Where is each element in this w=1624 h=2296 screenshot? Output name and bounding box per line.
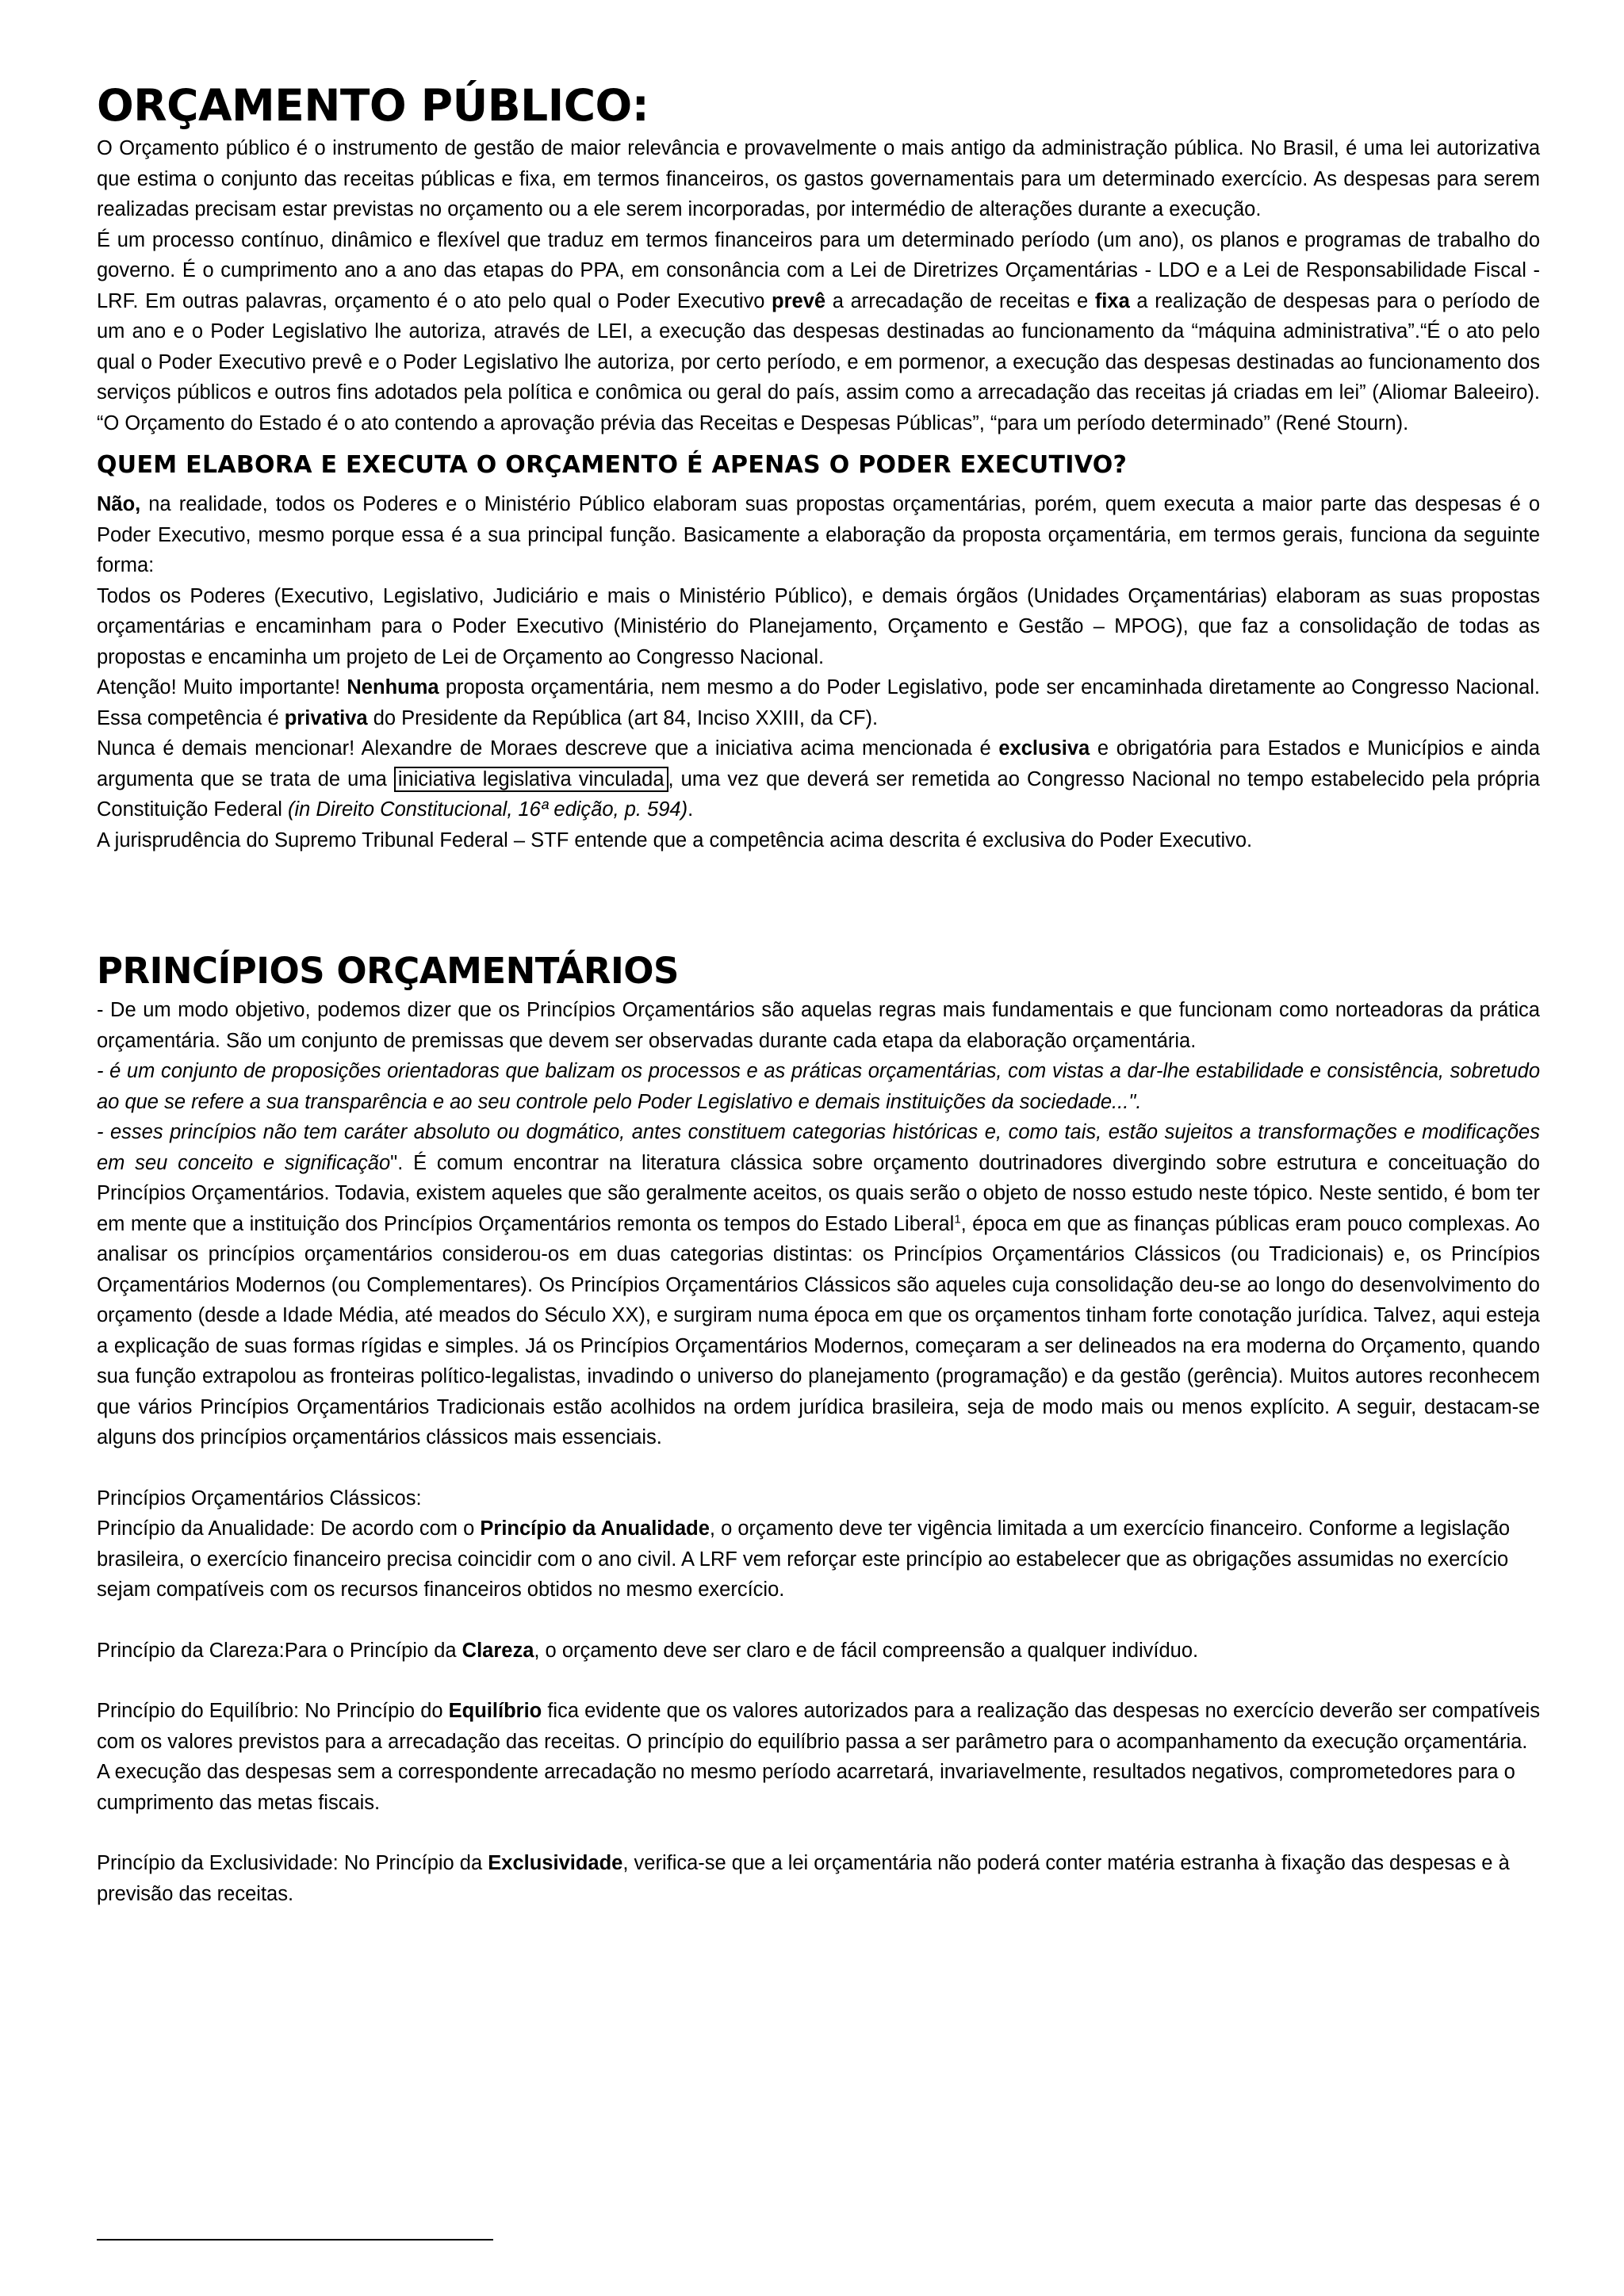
classicos-label: Princípios Orçamentários Clássicos: bbox=[97, 1487, 422, 1510]
section2-paragraph-2: Todos os Poderes (Executivo, Legislativo, Judiciário e mais o Ministério Público), e demais órgãos (Unidades Orçamentárias) elaboram as suas propostas orçamentárias e encaminham para o Poder Executivo (Ministério do Planejamento, Orçamento e Gestão – MPOG), que faz a consolidação de todas as propostas e encaminha um projeto de Lei de Orçamento ao Congresso Nacional. bbox=[97, 584, 1540, 668]
section2-paragraph-1 bbox=[97, 489, 1540, 581]
bold-term-preve: prevê bbox=[772, 289, 826, 312]
section2-paragraph-3 bbox=[97, 672, 1540, 733]
bold-term-nenhuma: Nenhuma bbox=[347, 676, 439, 698]
text-run: Princípio do Equilíbrio: No Princípio do bbox=[97, 1700, 449, 1722]
text-run: Atenção! Muito importante! bbox=[97, 676, 347, 698]
bold-term-equilibrio: Equilíbrio bbox=[448, 1700, 542, 1722]
text-run: , uma vez que deverá ser remetida ao Congresso Nacional no tempo estabelecido pela própria Constituição Federal bbox=[97, 767, 1540, 821]
bold-term-privativa: privativa bbox=[284, 706, 368, 729]
intro-paragraph-1: O Orçamento público é o instrumento de gestão de maior relevância e provavelmente o mais antigo da administração pública. No Brasil, é uma lei autorizativa que estima o conjunto das receitas públicas e fixa, em termos financeiros, os gastos governamentais para um determinado exercício. As despesas para serem realizadas precisam estar previstas no orçamento ou a ele serem incorporadas, por intermédio de alterações durante a execução. bbox=[97, 137, 1540, 220]
text-run: Princípio da Anualidade: De acordo com o bbox=[97, 1517, 481, 1540]
footnote-separator bbox=[97, 2239, 493, 2241]
page-title: ORÇAMENTO PÚBLICO: bbox=[97, 80, 649, 131]
text-run: do Presidente da República (art 84, Inciso XXIII, da CF). bbox=[367, 706, 879, 729]
text-run: Princípio da Exclusividade: No Princípio da bbox=[97, 1852, 488, 1874]
text-run: fica evidente que os valores autorizados para a realização das despesas no exercício deverão ser compatíveis com os valores previstos para a arrecadação das receitas. O princípio do equilíbrio passa a ser parâmetro para o acompanhamento da execução orçamentária. A execução das despesas sem a correspondente arrecadação no mesmo período acarretará, invariavelmente, resultados negativos, comprometedores para o cumprimento das metas fiscais. bbox=[97, 1700, 1540, 1814]
section-heading-principios: PRINCÍPIOS ORÇAMENTÁRIOS bbox=[97, 950, 679, 992]
section3-paragraph-2: - é um conjunto de proposições orientadoras que balizam os processos e as práticas orçamentárias, com vistas a dar-lhe estabilidade e consistência, sobretudo ao que se refere a sua transparência e ao seu controle pelo Poder Legislativo e demais instituições da sociedade...". bbox=[97, 1060, 1540, 1113]
text-run: ". É comum encontrar na literatura clássica sobre orçamento doutrinadores divergindo sobre estrutura e conceituação do Princípios Orçamentários. Todavia, existem aqueles que são geralmente aceitos, os quais serão o objeto de nosso estudo neste tópico. Neste sentido, é bom ter em mente que a instituição dos Princípios Orçamentários remonta os tempos do Estado Liberal bbox=[97, 1151, 1540, 1235]
text-run: , o orçamento deve ter vigência limitada a um exercício financeiro. Conforme a legislação brasileira, o exercício financeiro precisa coincidir com o ano civil. A LRF vem reforçar este princípio ao estabelecer que as obrigações assumidas no exercício sejam compatíveis com os recursos financeiros obtidos no mesmo exercício. bbox=[97, 1517, 1511, 1601]
text-run: É um processo contínuo, dinâmico e flexível que traduz em termos financeiros para um determinado período (um ano), os planos e programas de trabalho do governo. É o cumprimento ano a ano das etapas do PPA, em consonância com a Lei de Diretrizes Orçamentárias - LDO e a Lei de Responsabilidade Fiscal - LRF. Em outras palavras, orçamento é o ato pelo qual o Poder Executivo bbox=[97, 228, 1540, 312]
section2-paragraph-4 bbox=[97, 733, 1540, 825]
section3-paragraph-1: - De um modo objetivo, podemos dizer que os Princípios Orçamentários são aquelas regras mais fundamentais e que funcionam como norteadoras da prática orçamentária. São um conjunto de premissas que devem ser observadas durante cada etapa da elaboração orçamentária. bbox=[97, 999, 1540, 1052]
section3-paragraph-3 bbox=[97, 1117, 1540, 1453]
citation-italic: (in Direito Constitucional, 16ª edição, p. 594) bbox=[287, 798, 688, 821]
bold-term-exclusiva: exclusiva bbox=[998, 737, 1090, 760]
bold-term-anualidade: Princípio da Anualidade bbox=[480, 1517, 710, 1540]
section-heading-quem-elabora: QUEM ELABORA E EXECUTA O ORÇAMENTO É APENAS O PODER EXECUTIVO? bbox=[97, 451, 1128, 479]
text-run: , verifica-se que a lei orçamentária não poderá conter matéria estranha à fixação das despesas e à previsão das receitas. bbox=[97, 1852, 1510, 1905]
text-run: Nunca é demais mencionar! Alexandre de Moraes descreve que a iniciativa acima mencionada é bbox=[97, 737, 999, 760]
bold-term-exclusividade: Exclusividade bbox=[488, 1852, 623, 1874]
text-run: e obrigatória para Estados e Municípios e ainda argumenta que se trata de uma bbox=[97, 737, 1540, 790]
document-page bbox=[97, 78, 1540, 1909]
text-run: , o orçamento deve ser claro e de fácil compreensão a qualquer indivíduo. bbox=[534, 1639, 1199, 1662]
footnote-marker[interactable]: 1 bbox=[954, 1212, 961, 1226]
italic-run: - esses princípios não tem caráter absoluto ou dogmático, antes constituem categorias históricas e, como tais, estão sujeitos a transformações e modificações em seu conceito e significação bbox=[97, 1121, 1540, 1174]
bold-term-nao: Não, bbox=[97, 493, 141, 515]
text-run: . bbox=[688, 798, 694, 821]
text-run: na realidade, todos os Poderes e o Ministério Público elaboram suas propostas orçamentárias, porém, quem executa a maior parte das despesas é o Poder Executivo, mesmo porque essa é a sua principal função. Basicamente a elaboração da proposta orçamentária, em termos gerais, funciona da seguinte forma: bbox=[97, 493, 1540, 576]
boxed-term-iniciativa-vinculada: iniciativa legislativa vinculada bbox=[394, 767, 668, 792]
principio-equilibrio bbox=[97, 1696, 1540, 1818]
text-run: Princípio da Clareza:Para o Princípio da bbox=[97, 1639, 462, 1662]
text-run: a realização de despesas para o período de um ano e o Poder Legislativo lhe autoriza, através de LEI, a execução das despesas destinadas ao funcionamento da “máquina administrativa”.“É o ato pelo qual o Poder Executivo prevê e o Poder Legislativo lhe autoriza, por certo período, e em pormenor, a execução das despesas destinadas ao funcionamento dos serviços públicos e outros fins adotados pela política e conômica ou geral do país, assim como a arrecadação das receitas já criadas em lei” (Aliomar Baleeiro). “O Orçamento do Estado é o ato contendo a aprovação prévia das Receitas e Despesas Públicas”, “para um período determinado” (René Stourn). bbox=[97, 289, 1541, 434]
principio-clareza bbox=[97, 1636, 1540, 1667]
section2-paragraph-5: A jurisprudência do Supremo Tribunal Federal – STF entende que a competência acima descrita é exclusiva do Poder Executivo. bbox=[97, 828, 1253, 851]
principio-anualidade bbox=[97, 1513, 1540, 1605]
principio-exclusividade bbox=[97, 1848, 1540, 1909]
text-run: , época em que as finanças públicas eram pouco complexas. Ao analisar os princípios orçamentários considerou-os em duas categorias distintas: os Princípios Orçamentários Clássicos (ou Tradicionais) e, os Princípios Orçamentários Modernos (ou Complementares). Os Princípios Orçamentários Clássicos são aqueles cuja consolidação deu-se ao longo do desenvolvimento do orçamento (desde a Idade Média, até meados do Século XX), e surgiram numa época em que os orçamentos tinham forte conotação jurídica. Talvez, aqui esteja a explicação de suas formas rígidas e simples. Já os Princípios Orçamentários Modernos, começaram a ser delineados na era moderna do Orçamento, quando sua função extrapolou as fronteiras político-legalistas, invadindo o universo do planejamento (programação) e da gestão (gerência). Muitos autores reconhecem que vários Princípios Orçamentários Tradicionais estão acolhidos na ordem jurídica brasileira, seja de modo mais ou menos explícito. A seguir, destacam-se alguns dos princípios orçamentários clássicos mais essenciais. bbox=[97, 1212, 1540, 1448]
intro-paragraph-2 bbox=[97, 225, 1540, 439]
bold-term-clareza: Clareza bbox=[462, 1639, 534, 1662]
bold-term-fixa: fixa bbox=[1094, 289, 1130, 312]
text-run: proposta orçamentária, nem mesmo a do Poder Legislativo, pode ser encaminhada diretamente ao Congresso Nacional. Essa competência é bbox=[97, 676, 1541, 729]
text-run: a arrecadação de receitas e bbox=[825, 289, 1095, 312]
